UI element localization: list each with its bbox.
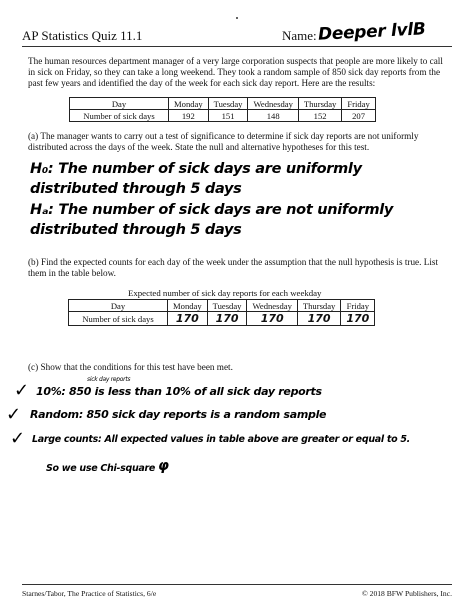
header-cell: Wednesday [248, 98, 298, 110]
row-label: Number of sick days [70, 110, 169, 122]
student-name: Deeper lvlB [317, 19, 427, 45]
observed-counts-table [69, 97, 376, 122]
expected-value: 170 [247, 312, 297, 326]
name-label: Name: [282, 28, 317, 43]
expected-value: 170 [341, 312, 375, 326]
expected-table-caption: Expected number of sick day reports for each weekday [128, 288, 322, 298]
header-cell: Thursday [297, 300, 340, 312]
observed-value: 148 [248, 110, 298, 122]
expected-values-row [69, 312, 375, 326]
quiz-title: AP Statistics Quiz 11.1 [22, 28, 143, 43]
expected-header-row [69, 300, 375, 312]
footer-copyright: © 2018 BFW Publishers, Inc. [361, 589, 452, 598]
expected-value: 170 [168, 312, 208, 326]
observed-value: 151 [208, 110, 248, 122]
header-cell: Monday [168, 300, 208, 312]
header-cell: Tuesday [208, 98, 248, 110]
observed-values-row [70, 110, 376, 122]
header-cell: Tuesday [207, 300, 247, 312]
header-cell: Friday [342, 98, 375, 110]
expected-counts-table [68, 299, 375, 326]
intro-paragraph: The human resources department manager of a very large corporation suspects that people are more likely to call in sick on Friday, so they can take a long weekend. They took a random sample of 850 sick day reports from the past few years and identified the day of the week for each sick day report. Here are the results: [28, 56, 443, 89]
random-condition: Random: 850 sick day reports is a random sample [30, 408, 327, 421]
checkmark-icon: ✓ [6, 404, 21, 425]
header-cell: Wednesday [247, 300, 297, 312]
checkmark-icon: ✓ [10, 428, 25, 449]
top-dot [236, 17, 238, 19]
checkmark-icon: ✓ [14, 380, 29, 401]
header-rule [22, 46, 452, 47]
observed-value: 152 [298, 110, 341, 122]
part-c-question: (c) Show that the conditions for this test have been met. [28, 362, 233, 372]
footer-credit: Starnes/Tabor, The Practice of Statistics, 6/e [22, 589, 157, 598]
header-cell: Day [69, 300, 168, 312]
null-hypothesis: H₀: The number of sick days are uniformly distributed through 5 days [30, 161, 362, 197]
observed-value: 207 [342, 110, 375, 122]
footer-rule [22, 584, 452, 585]
expected-value: 170 [297, 312, 340, 326]
ten-percent-condition: 10%: 850 is less than 10% of all sick day reports [36, 385, 322, 398]
part-a-question: (a) The manager wants to carry out a test of significance to determine if sick day reports are not uniformly distributed across the days of the week. State the null and alternative hypotheses for this test. [28, 131, 419, 153]
expected-value: 170 [207, 312, 247, 326]
large-counts-condition: Large counts: All expected values in table above are greater or equal to 5. [32, 434, 410, 445]
part-b-question: (b) Find the expected counts for each day of the week under the assumption that the null hypothesis is true. List them in the table below. [28, 257, 439, 279]
ten-percent-note: sick day reports [87, 376, 131, 383]
chi-square-symbol-icon: φ [158, 458, 169, 474]
observed-value: 192 [169, 110, 209, 122]
header-cell: Day [70, 98, 169, 110]
row-label: Number of sick days [69, 312, 168, 326]
header-cell: Monday [169, 98, 209, 110]
conclusion-text: So we use Chi-square [46, 463, 156, 474]
observed-header-row [70, 98, 376, 110]
header-cell: Thursday [298, 98, 341, 110]
alternative-hypothesis: Hₐ: The number of sick days are not uniformly distributed through 5 days [30, 202, 394, 238]
header-cell: Friday [341, 300, 375, 312]
